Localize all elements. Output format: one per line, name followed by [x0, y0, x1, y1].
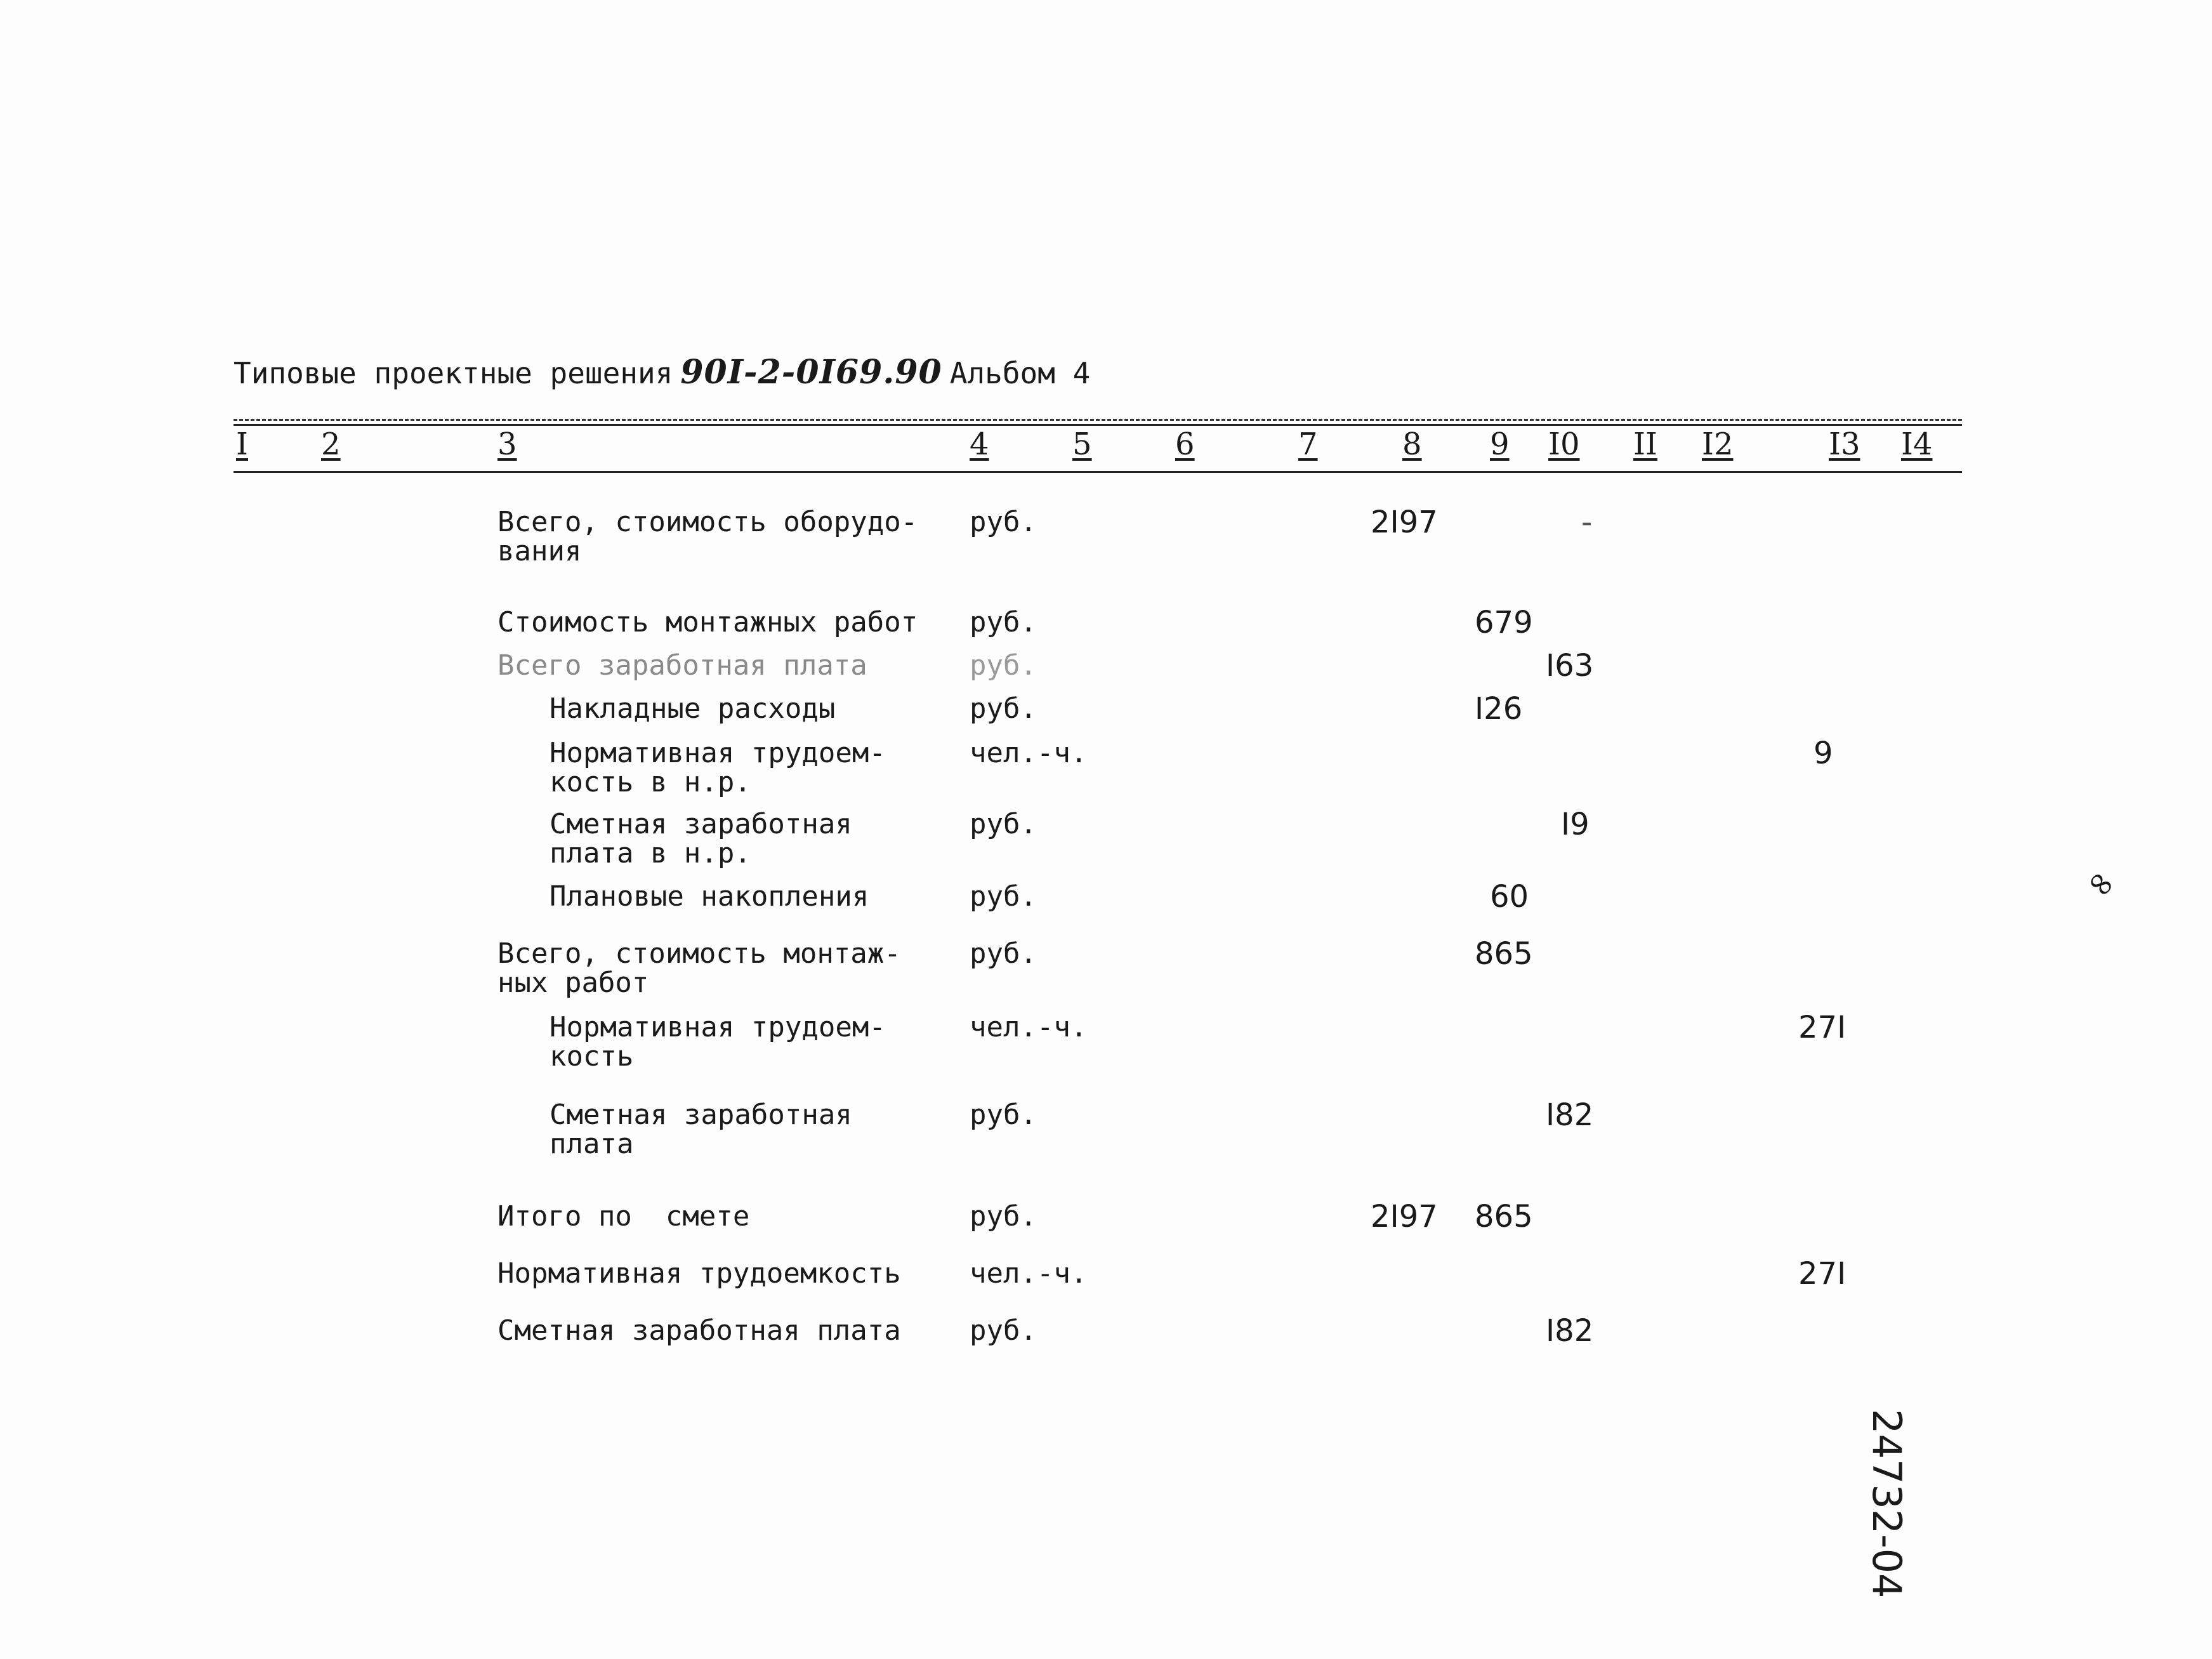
column-header-rule	[234, 471, 1962, 473]
column-number: 8	[1402, 426, 1422, 462]
row-unit: чел.-ч.	[970, 1257, 1088, 1290]
document-header	[234, 353, 1090, 392]
column-number: I4	[1901, 426, 1933, 462]
header-rule-top	[234, 419, 1962, 421]
value-col-9: 679	[1475, 605, 1533, 640]
row-label: Всего, стоимость монтаж- ных работ	[497, 937, 901, 999]
header-prefix: Типовые проектные решения	[234, 356, 673, 390]
row-unit: руб.	[970, 1099, 1037, 1131]
column-number: 6	[1175, 426, 1195, 462]
column-number: 4	[970, 426, 989, 462]
row-label: Нормативная трудоемкость	[497, 1257, 901, 1290]
row-unit: чел.-ч.	[970, 1011, 1088, 1043]
row-unit: руб.	[970, 880, 1037, 913]
value-col-8: 2I97	[1371, 505, 1438, 540]
row-label: Нормативная трудоем- кость в н.р.	[550, 737, 886, 798]
column-number: I0	[1548, 426, 1580, 462]
column-number: II	[1633, 426, 1657, 462]
row-label: Нормативная трудоем- кость	[550, 1011, 886, 1073]
value-col-13: 27I	[1798, 1010, 1847, 1045]
row-unit: чел.-ч.	[970, 737, 1088, 769]
value-col-10: I9	[1561, 807, 1590, 842]
value-col-13: 9	[1814, 736, 1833, 771]
value-col-9: 865	[1475, 1199, 1533, 1234]
column-number: 3	[497, 426, 517, 462]
value-col-10: -	[1581, 505, 1593, 540]
inventory-stamp: 24732-04	[1864, 1409, 1910, 1599]
value-col-10: I82	[1546, 1313, 1594, 1349]
row-unit: руб.	[970, 1314, 1037, 1347]
row-label: Всего, стоимость оборудо- вания	[497, 506, 918, 567]
column-number: 7	[1298, 426, 1318, 462]
column-number: I	[236, 426, 248, 462]
row-unit: руб.	[970, 692, 1037, 725]
column-number: 5	[1072, 426, 1092, 462]
row-label: Стоимость монтажных работ	[497, 606, 918, 638]
column-number: 9	[1490, 426, 1510, 462]
value-col-8: 2I97	[1371, 1199, 1438, 1234]
value-col-9: I26	[1475, 691, 1523, 727]
header-rule-second	[234, 424, 1962, 426]
value-col-10: I63	[1546, 648, 1594, 684]
column-number: I2	[1702, 426, 1734, 462]
row-unit: руб.	[970, 506, 1037, 538]
value-col-13: 27I	[1798, 1256, 1847, 1292]
row-label: Накладные расходы	[550, 692, 836, 725]
row-label: Сметная заработная плата в н.р.	[550, 808, 852, 869]
handwritten-mark: ∞	[2078, 858, 2126, 908]
row-label: Сметная заработная плата	[497, 1314, 901, 1347]
value-col-10: I82	[1546, 1097, 1594, 1133]
row-label: Сметная заработная плата	[550, 1099, 852, 1160]
row-label: Всего заработная плата	[497, 649, 867, 682]
row-unit: руб.	[970, 1200, 1037, 1233]
value-col-9: 865	[1475, 936, 1533, 972]
row-label: Плановые накопления	[550, 880, 869, 913]
project-number: 90I-2-0I69.90	[680, 353, 942, 392]
column-number: I3	[1829, 426, 1860, 462]
row-unit: руб.	[970, 649, 1037, 682]
row-unit: руб.	[970, 606, 1037, 638]
value-col-9: 60	[1490, 879, 1529, 915]
row-label: Итого по смете	[497, 1200, 750, 1233]
column-number: 2	[321, 426, 341, 462]
row-unit: руб.	[970, 808, 1037, 840]
album-label: Альбом 4	[949, 356, 1091, 390]
row-unit: руб.	[970, 937, 1037, 970]
